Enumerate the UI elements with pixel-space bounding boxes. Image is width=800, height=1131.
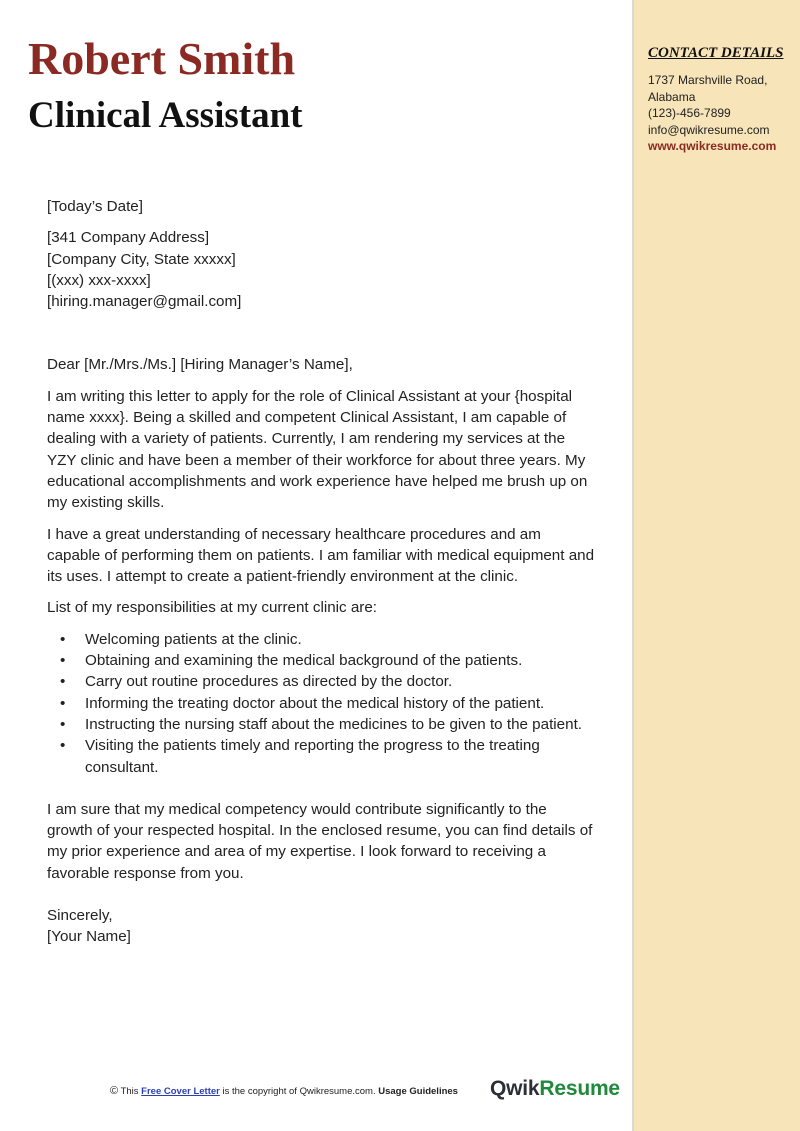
paragraph-intro: I am writing this letter to apply for the role of Clinical Assistant at your {hospital name xxxx}. Being a skilled and competent Clinical Assistant, I am capable of dealing with a variety of patients. Currently, I am rendering my services at the YZY clinic and have been a member of their workforce for about three years. My educational accomplishments and work experience have helped me brush up on my existing skills. — [47, 387, 588, 512]
list-item-text: Instructing the nursing staff about the medicines to be given to the patient. — [85, 715, 583, 733]
list-item-text: Informing the treating doctor about the medical history of the patient. — [85, 694, 545, 712]
logo-part-qwik: Qwik — [490, 1077, 540, 1100]
contact-sidebar — [632, 0, 800, 1131]
list-item — [47, 671, 595, 692]
qwikresume-logo — [490, 1076, 620, 1102]
contact-phone: (123)-456-7899 — [648, 106, 731, 121]
recipient-email: [hiring.manager@gmail.com] — [47, 293, 242, 311]
contact-email[interactable]: info@qwikresume.com — [648, 122, 770, 137]
usage-guidelines-link[interactable]: Usage Guidelines — [378, 1086, 458, 1097]
contact-address-line2: Alabama — [648, 89, 696, 104]
job-title: Clinical Assistant — [28, 95, 303, 136]
contact-heading: CONTACT DETAILS — [648, 45, 784, 61]
responsibilities-list — [47, 629, 595, 778]
footer-text-after: is the copyright of Qwikresume.com. — [222, 1086, 376, 1097]
contact-address-line1: 1737 Marshville Road, — [648, 73, 768, 87]
list-item — [47, 714, 595, 735]
recipient-phone: [(xxx) xxx-xxxx] — [47, 271, 151, 289]
list-item-text: Welcoming patients at the clinic. — [85, 630, 302, 648]
bullet-icon: • — [60, 737, 66, 755]
paragraph-closing: I am sure that my medical competency would contribute significantly to the growth of your respected hospital. In the enclosed resume, you can find details of my prior experience and area of my expertise. I look forward to receiving a favorable response from you. — [47, 800, 593, 882]
applicant-name: Robert Smith — [28, 33, 296, 84]
bullet-icon: • — [60, 673, 66, 691]
contact-details — [648, 72, 798, 155]
bullet-icon: • — [60, 694, 66, 712]
list-item — [47, 735, 595, 778]
signature-name: [Your Name] — [47, 928, 131, 946]
list-item — [47, 693, 595, 714]
recipient-address: [341 Company Address] — [47, 229, 210, 247]
bullet-icon: • — [60, 715, 66, 733]
letter-body — [47, 196, 595, 948]
recipient-block — [47, 227, 595, 312]
recipient-city-state: [Company City, State xxxxx] — [47, 250, 236, 268]
salutation: Dear [Mr./Mrs./Ms.] [Hiring Manager’s Name], — [47, 356, 353, 374]
list-item-text: Carry out routine procedures as directed by the doctor. — [85, 673, 453, 691]
paragraph-skills: I have a great understanding of necessary healthcare procedures and am capable of performing them on patients. I am familiar with medical equipment and its uses. I attempt to create a patient-friendly environment at the clinic. — [47, 525, 595, 586]
bullet-icon: • — [60, 652, 66, 670]
free-cover-letter-link[interactable]: Free Cover Letter — [141, 1086, 220, 1097]
copyright-footer — [110, 1085, 458, 1098]
footer-text-before: This — [120, 1086, 139, 1097]
bullet-icon: • — [60, 630, 66, 648]
contact-website-link[interactable]: www.qwikresume.com — [648, 139, 777, 154]
list-item — [47, 650, 595, 671]
list-item-text: Visiting the patients timely and reporting the progress to the treating consultant. — [85, 737, 540, 776]
list-item-text: Obtaining and examining the medical background of the patients. — [85, 652, 523, 670]
logo-part-resume: Resume — [539, 1077, 620, 1100]
letter-date: [Today’s Date] — [47, 198, 143, 215]
responsibilities-intro: List of my responsibilities at my current clinic are: — [47, 599, 378, 617]
copyright-icon: © — [110, 1085, 119, 1097]
signoff: Sincerely, — [47, 907, 113, 925]
list-item — [47, 629, 595, 650]
